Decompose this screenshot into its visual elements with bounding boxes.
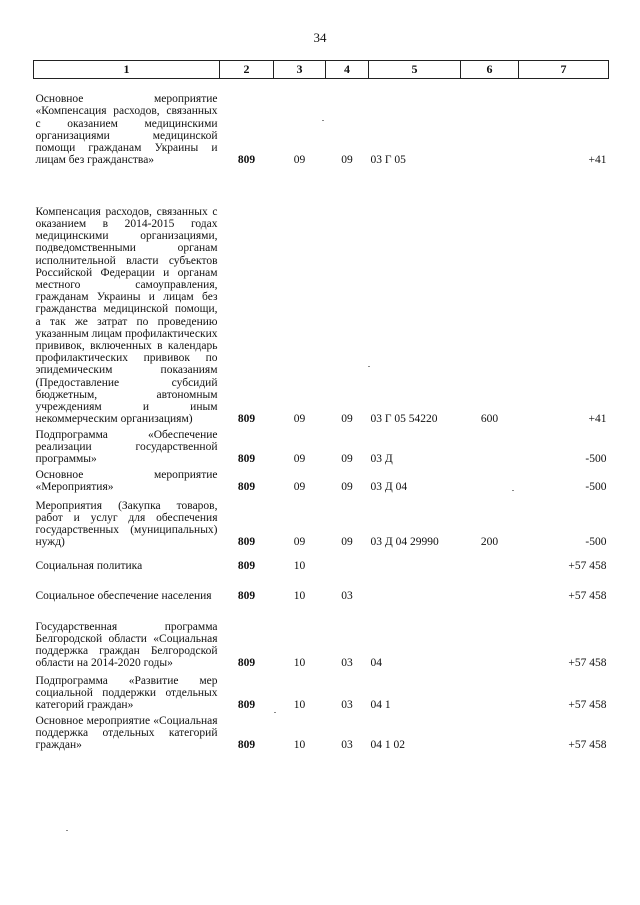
table-row [34,169,609,428]
row-amount: +57 458 [568,739,607,752]
row-name: Социальное обеспечение населения [35,590,212,603]
row-amount: +41 [588,154,607,167]
row-section-code: 10 [293,739,306,752]
row-target-article: 04 [370,657,382,670]
row-section-code: 09 [293,154,306,167]
budget-table [33,60,609,754]
row-expense-type [461,575,519,605]
row-amount: +57 458 [568,560,607,573]
table-row [34,551,609,575]
table-row [34,79,609,169]
row-expense-type [461,672,519,714]
row-section-code: 09 [293,413,306,426]
row-subsection-code: 09 [341,154,353,167]
row-section-code: 10 [293,699,306,712]
row-target-article: 04 1 [370,699,391,712]
row-subsection-code: 09 [341,413,353,426]
column-header-1: 1 [34,61,220,79]
row-target-article: 03 Д 04 [370,481,408,494]
row-expense-type [461,605,519,672]
scan-speck [66,830,68,831]
row-target-article: 04 1 02 [370,739,405,752]
column-header-4: 4 [326,61,369,79]
column-header-6: 6 [461,61,519,79]
scan-speck [368,366,370,367]
row-ministry-code: 809 [237,657,256,670]
scan-speck [322,120,324,121]
column-header-3: 3 [274,61,326,79]
row-ministry-code: 809 [237,536,256,549]
column-header-5: 5 [369,61,461,79]
row-expense-type [461,428,519,468]
row-name: Подпрограмма «Развитие мер социальной поддержки отдельных категорий граждан» [35,674,218,712]
page-number: 34 [313,30,327,45]
row-subsection-code: 03 [341,590,353,603]
row-section-code: 10 [293,560,306,573]
row-target-article [369,575,461,605]
row-amount: -500 [585,481,607,494]
row-ministry-code: 809 [237,154,256,167]
column-header-2: 2 [220,61,274,79]
row-ministry-code: 809 [237,590,256,603]
table-row [34,575,609,605]
row-ministry-code: 809 [237,699,256,712]
row-ministry-code: 809 [237,413,256,426]
row-target-article: 03 Г 05 54220 [370,413,438,426]
row-amount: +57 458 [568,590,607,603]
table-row [34,468,609,496]
row-ministry-code: 809 [237,739,256,752]
row-name: Государственная программа Белгородской области «Социальная поддержка граждан Белгородской области на 2014-2020 годы» [35,620,218,670]
row-target-article: 03 Д 04 29990 [370,536,439,549]
row-target-article [369,551,461,575]
row-expense-type [461,714,519,754]
row-ministry-code: 809 [237,481,256,494]
row-expense-type: 200 [480,536,499,549]
row-target-article: 03 Д [370,453,393,466]
row-name: Основное мероприятие «Компенсация расходов, связанных с оказанием медицинскими организациями медицинской помощи гражданам Украины и лицам без гражданства» [35,93,218,167]
row-name: Подпрограмма «Обеспечение реализации государственной программы» [35,428,218,466]
row-ministry-code: 809 [237,560,256,573]
row-expense-type [461,79,519,169]
row-subsection-code: 09 [341,481,353,494]
column-header-7: 7 [519,61,609,79]
row-amount: -500 [585,453,607,466]
table-row [34,605,609,672]
table-row [34,714,609,754]
scan-speck [274,712,276,713]
row-subsection-code: 03 [341,739,353,752]
row-subsection-code: 03 [341,657,353,670]
table-header-row [34,61,609,79]
row-amount: +57 458 [568,657,607,670]
row-name: Основное мероприятие «Мероприятия» [35,469,218,494]
row-section-code: 10 [293,590,306,603]
row-name: Мероприятия (Закупка товаров, работ и услуг для обеспечения государственных (муниципальных) нужд) [35,499,218,549]
row-name: Социальная политика [35,560,143,573]
row-subsection-code [326,551,369,575]
row-expense-type [461,468,519,496]
row-ministry-code: 809 [237,453,256,466]
row-target-article: 03 Г 05 [370,154,406,167]
row-amount: -500 [585,536,607,549]
row-amount: +41 [588,413,607,426]
row-name: Компенсация расходов, связанных с оказанием в 2014-2015 годах медицинскими организациями, подведомственными органам исполнительной власти субъектов Российской Федерации и органам местного самоуправления, гражданам Украины и лицам без гражданства медицинской помощи, а так же затрат по проведению указанным лицам профилактических прививок, включенных в календарь профилактических прививок по эпидемическим показаниям (Предоставление субсидий бюджетным, автономным учреждениям и иным некоммерческим организациям) [35,205,218,426]
row-section-code: 10 [293,657,306,670]
table-row [34,428,609,468]
row-expense-type [461,551,519,575]
row-subsection-code: 09 [341,453,353,466]
row-amount: +57 458 [568,699,607,712]
table-row [34,672,609,714]
row-name: Основное мероприятие «Социальная поддержка отдельных категорий граждан» [35,714,218,752]
scan-speck [512,490,514,491]
row-section-code: 09 [293,481,306,494]
row-subsection-code: 03 [341,699,353,712]
row-section-code: 09 [293,536,306,549]
table-row [34,496,609,551]
row-section-code: 09 [293,453,306,466]
row-subsection-code: 09 [341,536,353,549]
row-expense-type: 600 [480,413,499,426]
